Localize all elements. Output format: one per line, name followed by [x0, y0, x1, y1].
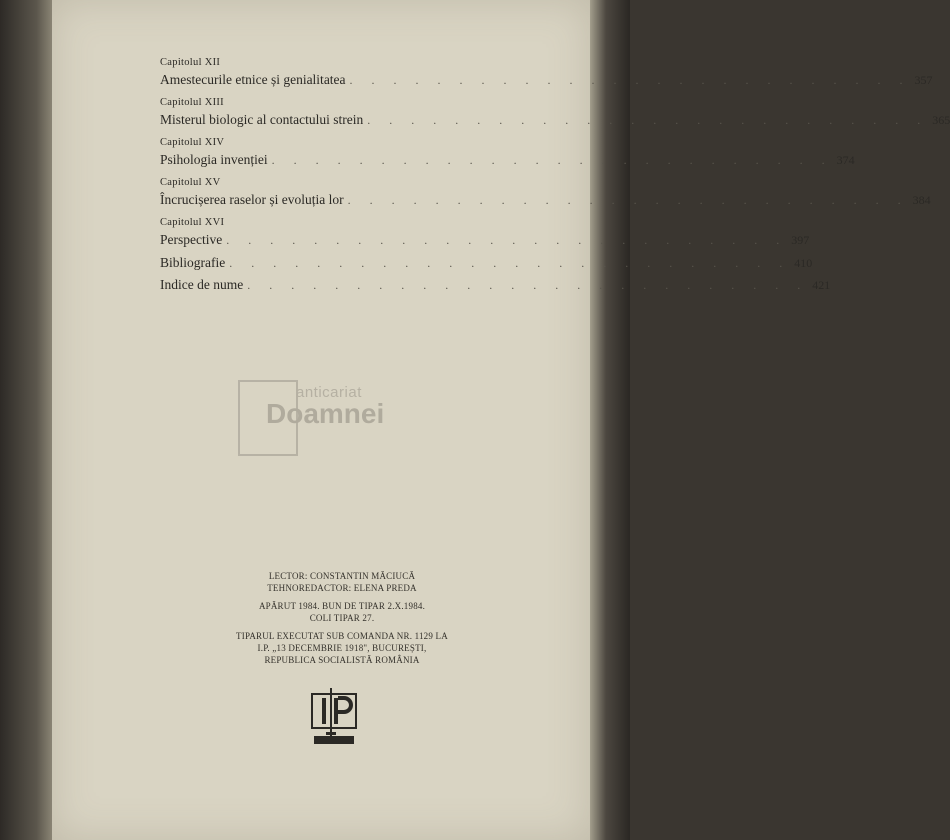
chapter-label: Capitolul XVI — [160, 217, 225, 228]
leader-dots: . . . . . . . . . . . . . . . . . . . . . . . . . . — [367, 113, 929, 127]
entry-title: Indice de nume — [160, 277, 244, 292]
chapter-title: Încrucișerea raselor și evoluția lor — [160, 192, 344, 207]
table-of-contents — [160, 56, 950, 296]
toc-entry-index — [160, 274, 831, 296]
imprint-lector: LECTOR: CONSTANTIN MĂCIUCĂ — [268, 571, 416, 581]
imprint-tehnoredactor: TEHNOREDACTOR: ELENA PREDA — [267, 583, 417, 593]
page-number: 397 — [791, 233, 810, 247]
imprint-tipar-line1: TIPARUL EXECUTAT SUB COMANDA NR. 1129 LA — [236, 631, 448, 641]
watermark-line2: Doamnei — [266, 398, 385, 429]
leader-dots: . . . . . . . . . . . . . . . . . . . . . . . . . . — [226, 233, 788, 247]
chapter-title: Perspective — [160, 232, 223, 247]
imprint-tipar-line2: I.P. „13 DECEMBRIE 1918", BUCUREȘTI, — [257, 643, 427, 653]
toc-entry-bibliography — [160, 252, 813, 274]
page-number: 357 — [914, 73, 933, 87]
page-number: 421 — [812, 278, 831, 292]
toc-chapter-14 — [160, 136, 855, 170]
toc-entry — [160, 230, 810, 250]
imprint-aparut: APĂRUT 1984. BUN DE TIPAR 2.X.1984. — [258, 601, 426, 611]
book-spine-shadow — [0, 0, 52, 840]
toc-entry — [160, 110, 950, 130]
chapter-label: Capitolul XV — [160, 177, 221, 188]
imprint-coli: COLI TIPAR 27. — [309, 613, 375, 623]
imprint-tipar-line3: REPUBLICA SOCIALISTĂ ROMÂNIA — [264, 655, 420, 665]
chapter-title: Psihologia invenției — [160, 152, 268, 167]
toc-entry — [160, 190, 931, 210]
watermark-line1: anticariat — [296, 384, 362, 401]
imprint-staff — [222, 570, 462, 594]
toc-chapter-13 — [160, 96, 950, 130]
watermark — [238, 380, 398, 456]
imprint-print-info — [222, 600, 462, 624]
leader-dots: . . . . . . . . . . . . . . . . . . . . . . . . . . — [347, 193, 909, 207]
chapter-label: Capitolul XII — [160, 57, 221, 68]
leader-dots: . . . . . . . . . . . . . . . . . . . . . . . . . . — [271, 153, 833, 167]
toc-chapter-16 — [160, 216, 810, 250]
page-number: 410 — [794, 256, 813, 270]
page-number: 384 — [912, 193, 931, 207]
leader-dots: . . . . . . . . . . . . . . . . . . . . . . . . . . — [349, 73, 911, 87]
imprint-block — [222, 570, 462, 672]
toc-entry — [160, 70, 933, 90]
page-number: 374 — [836, 153, 855, 167]
entry-title: Bibliografie — [160, 255, 226, 270]
chapter-title: Misterul biologic al contactului strein — [160, 112, 364, 127]
toc-entry — [160, 150, 855, 170]
toc-chapter-12 — [160, 56, 933, 90]
imprint-printer — [222, 630, 462, 666]
chapter-title: Amestecurile etnice și genialitatea — [160, 72, 346, 87]
leader-dots: . . . . . . . . . . . . . . . . . . . . . . . . . . — [247, 278, 809, 292]
printer-logo-icon — [308, 688, 360, 750]
leader-dots: . . . . . . . . . . . . . . . . . . . . . . . . . . — [229, 256, 791, 270]
chapter-label: Capitolul XIV — [160, 137, 225, 148]
toc-chapter-15 — [160, 176, 931, 210]
chapter-label: Capitolul XIII — [160, 97, 224, 108]
page-number: 365 — [932, 113, 950, 127]
